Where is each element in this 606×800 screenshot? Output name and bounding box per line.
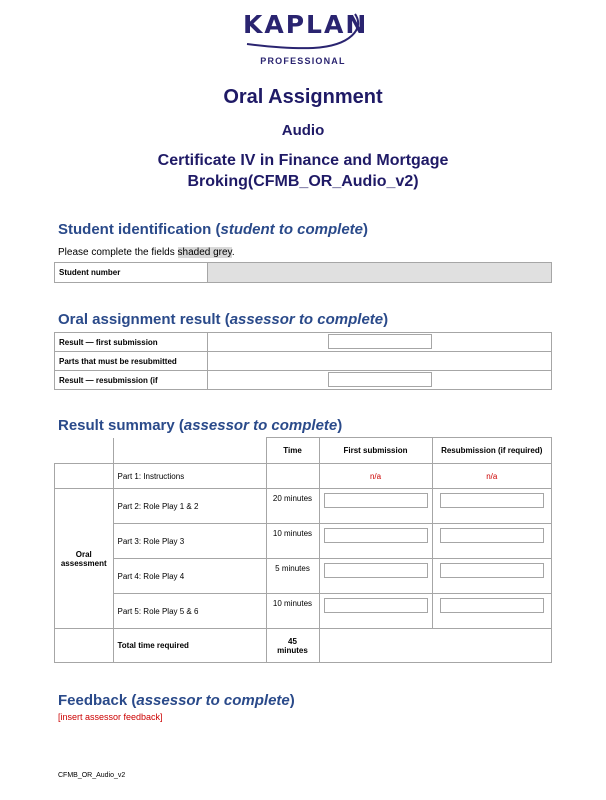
result-first-cell <box>208 333 552 352</box>
header-time: Time <box>266 438 319 464</box>
result-summary-heading: Result summary (assessor to complete) <box>58 417 343 434</box>
oral-assessment-label: Oral assessment <box>55 489 114 629</box>
part5-resub-input[interactable] <box>440 598 544 613</box>
result-first-label: Result — first submission <box>55 333 208 352</box>
table-row <box>55 524 552 559</box>
parts-resubmit-label: Parts that must be resubmitted <box>55 352 208 371</box>
result-first-input[interactable] <box>328 334 432 349</box>
kaplan-logo <box>243 10 369 68</box>
course-title-line1: Certificate IV in Finance and Mortgage <box>157 152 449 169</box>
logo-brand: KAPLAN <box>243 10 369 39</box>
part-time <box>266 464 319 489</box>
header-first-submission: First submission <box>319 438 432 464</box>
table-row <box>55 559 552 594</box>
header-resubmission: Resubmission (if required) <box>432 438 552 464</box>
part-time: 20 minutes <box>266 489 319 524</box>
student-table <box>54 262 552 283</box>
oral-result-table <box>54 332 552 390</box>
document-title: Oral Assignment <box>223 86 383 108</box>
feedback-heading: Feedback (assessor to complete) <box>58 692 295 709</box>
part4-first-input[interactable] <box>324 563 428 578</box>
student-instruction: Please complete the fields shaded grey. <box>58 247 235 258</box>
document-subtitle: Audio <box>281 122 325 139</box>
student-number-field[interactable] <box>208 263 552 283</box>
table-row <box>55 594 552 629</box>
part-resub-na: n/a <box>432 464 552 489</box>
part-name: Part 3: Role Play 3 <box>113 524 266 559</box>
part2-resub-input[interactable] <box>440 493 544 508</box>
result-resubmission-input[interactable] <box>328 372 432 387</box>
result-resubmission-label: Result — resubmission (if <box>55 371 208 390</box>
oral-result-heading: Oral assignment result (assessor to complete) <box>58 311 389 328</box>
table-row <box>55 629 552 663</box>
result-summary-table <box>54 437 552 663</box>
parts-resubmit-field[interactable] <box>208 352 552 371</box>
assessor-feedback-placeholder[interactable]: [insert assessor feedback] <box>58 712 163 722</box>
part-name: Part 4: Role Play 4 <box>113 559 266 594</box>
footer-code: CFMB_OR_Audio_v2 <box>58 772 126 779</box>
part-name: Part 2: Role Play 1 & 2 <box>113 489 266 524</box>
part-name: Part 5: Role Play 5 & 6 <box>113 594 266 629</box>
course-title-line2: Broking(CFMB_OR_Audio_v2) <box>187 173 419 190</box>
part-time: 10 minutes <box>266 524 319 559</box>
total-time-value: 45 minutes <box>266 629 319 663</box>
part3-first-input[interactable] <box>324 528 428 543</box>
table-row <box>55 464 552 489</box>
logo-tagline: PROFESSIONAL <box>260 56 346 66</box>
part-name: Part 1: Instructions <box>113 464 266 489</box>
table-row <box>55 489 552 524</box>
student-number-label: Student number <box>55 263 208 283</box>
total-time-label: Total time required <box>113 629 266 663</box>
result-resubmission-cell <box>208 371 552 390</box>
student-identification-heading: Student identification (student to complete) <box>58 221 369 238</box>
part5-first-input[interactable] <box>324 598 428 613</box>
course-title <box>0 150 606 192</box>
part-first-na: n/a <box>319 464 432 489</box>
part-time: 10 minutes <box>266 594 319 629</box>
part-time: 5 minutes <box>266 559 319 594</box>
part2-first-input[interactable] <box>324 493 428 508</box>
part3-resub-input[interactable] <box>440 528 544 543</box>
part4-resub-input[interactable] <box>440 563 544 578</box>
